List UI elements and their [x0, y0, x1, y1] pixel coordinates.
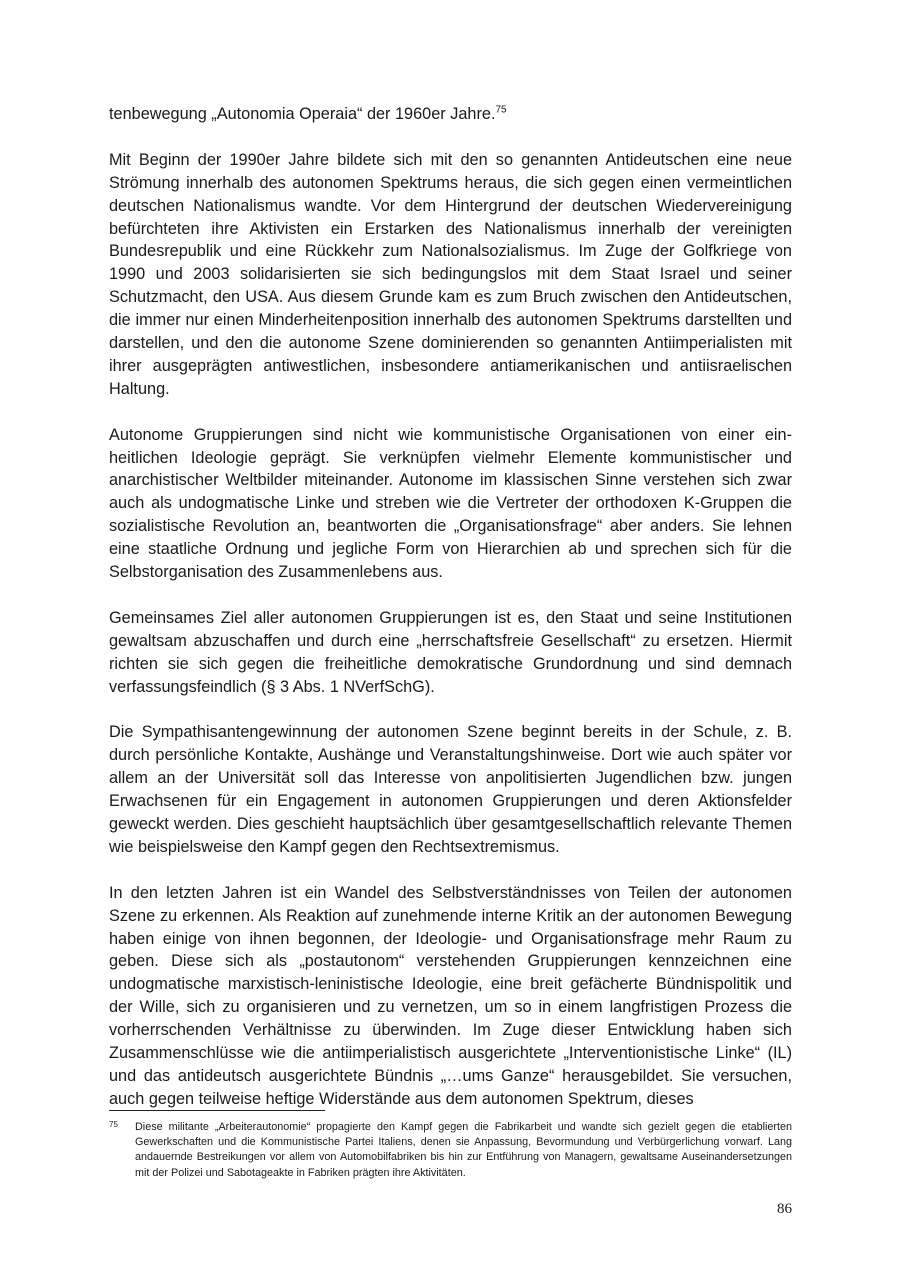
- footnote-number: 75: [109, 1120, 118, 1129]
- paragraph-2: Mit Beginn der 1990er Jahre bildete sich mit den so genannten Antideutschen eine neue Strömung innerhalb des autonomen Spektrums heraus, die sich gegen einen vermeintlichen deutschen Nationalismus wandte. Vor dem Hintergrund der deutschen Wiedervereinigung befürchteten ihre Aktivisten ein Erstarken des Nationalismus innerhalb der vereinigten Bundesrepublik und eine Rückkehr zum Nationalsozialismus. Im Zuge der Golfkriege von 1990 und 2003 solidarisierten sie sich bedingungslos mit dem Staat Israel und seiner Schutzmacht, den USA. Aus diesem Grunde kam es zum Bruch zwischen den Antideutschen, die immer nur einen Minderheitenposition innerhalb des autonomen Spektrums darstellten und darstellen, und den die autonome Szene dominierenden so genannten Antiimperialisten mit ihrer ausgeprägten antiwestlichen, insbesondere antiamerikanischen und antiisraelischen Haltung.: [109, 150, 792, 398]
- paragraph-3: Autonome Gruppierungen sind nicht wie kommunistische Organisationen von einer einheitlichen Ideologie geprägt. Sie verknüpfen vielmehr Elemente kommunistischer und anarchistischer Weltbilder miteinander. Autonome im klassischen Sinne verstehen sich zwar auch als undogmatische Linke und streben wie die Vertreter der orthodoxen K-Gruppen die sozialistische Revolution an, beantworten die „Organisationsfrage“ aber anders. Sie lehnen eine staatliche Ordnung und jegliche Form von Hierarchien ab und sprechen sich für die Selbstorganisation des Zusammenlebens aus.: [109, 425, 792, 582]
- footnote-reference[interactable]: 75: [495, 104, 507, 116]
- paragraph-1-text: tenbewegung „Autonomia Operaia“ der 1960er Jahre.: [109, 105, 496, 123]
- footnote-text: Diese militante „Arbeiterautonomie“ propagierte den Kampf gegen die Fabrikarbeit und wandte sich gezielt gegen die etablierten Gewerkschaften und die Kommunistische Partei Italiens, denen sie Anpassung, Bevormundung und Verbürgerlichung vorwarf. Lang andauernde Bestreikungen vor allem von Automobilfabriken bis hin zur Entführung von Managern, gewaltsame Auseinandersetzungen mit der Polizei und Sabotageakte in Fabriken prägten ihre Aktivitäten.: [135, 1121, 792, 1179]
- paragraph-4: Gemeinsames Ziel aller autonomen Gruppierungen ist es, den Staat und seine Institutionen gewaltsam abzuschaffen und durch eine „herrschaftsfreie Gesellschaft“ zu ersetzen. Hiermit richten sie sich gegen die freiheitliche demokratische Grundordnung und sind demnach verfassungsfeindlich (§ 3 Abs. 1 NVerfSchG).: [109, 608, 792, 696]
- paragraph-5: Die Sympathisantengewinnung der autonomen Szene beginnt bereits in der Schule, z. B. durch persönliche Kontakte, Aushänge und Veranstaltungshinweise. Dort wie auch später vor allem an der Universität soll das Interesse von anpolitisierten Jugendlichen bzw. jungen Erwachsenen für ein Engagement in autonomen Gruppierungen und deren Aktionsfelder geweckt werden. Dies geschieht hauptsächlich über gesamtgesellschaftlich relevante Themen wie beispielsweise den Kampf gegen den Rechtsextremismus.: [109, 723, 792, 856]
- paragraph-6: In den letzten Jahren ist ein Wandel des Selbstverständnisses von Teilen der autonomen Szene zu erkennen. Als Reaktion auf zunehmende interne Kritik an der autonomen Bewegung haben einige von ihnen begonnen, der Ideologie- und Organisationsfrage mehr Raum zu geben. Diese sich als „postautonom“ verstehenden Gruppierungen kennzeichnen eine undogmatische marxistisch-leninistische Ideologie, eine breit gefächerte Bündnispolitik und der Wille, sich zu organisieren und zu vernetzen, um so in einem langfristigen Prozess die vorherrschenden Verhältnisse zu überwinden. Im Zuge dieser Entwicklung haben sich Zusammenschlüsse wie die antiimperialistisch ausgerichtete „Interventionistische Linke“ (IL) und das antideutsch ausgerichtete Bündnis „…ums Ganze“ herausgebildet. Sie versuchen, auch gegen teilweise heftige Widerstände aus dem autonomen Spektrum, dieses: [109, 883, 792, 1108]
- footnote: [109, 1120, 792, 1181]
- page-number: 86: [777, 1201, 792, 1217]
- body-text: [109, 103, 792, 1134]
- paragraph-1: [109, 103, 792, 126]
- footnote-separator: [109, 1110, 325, 1111]
